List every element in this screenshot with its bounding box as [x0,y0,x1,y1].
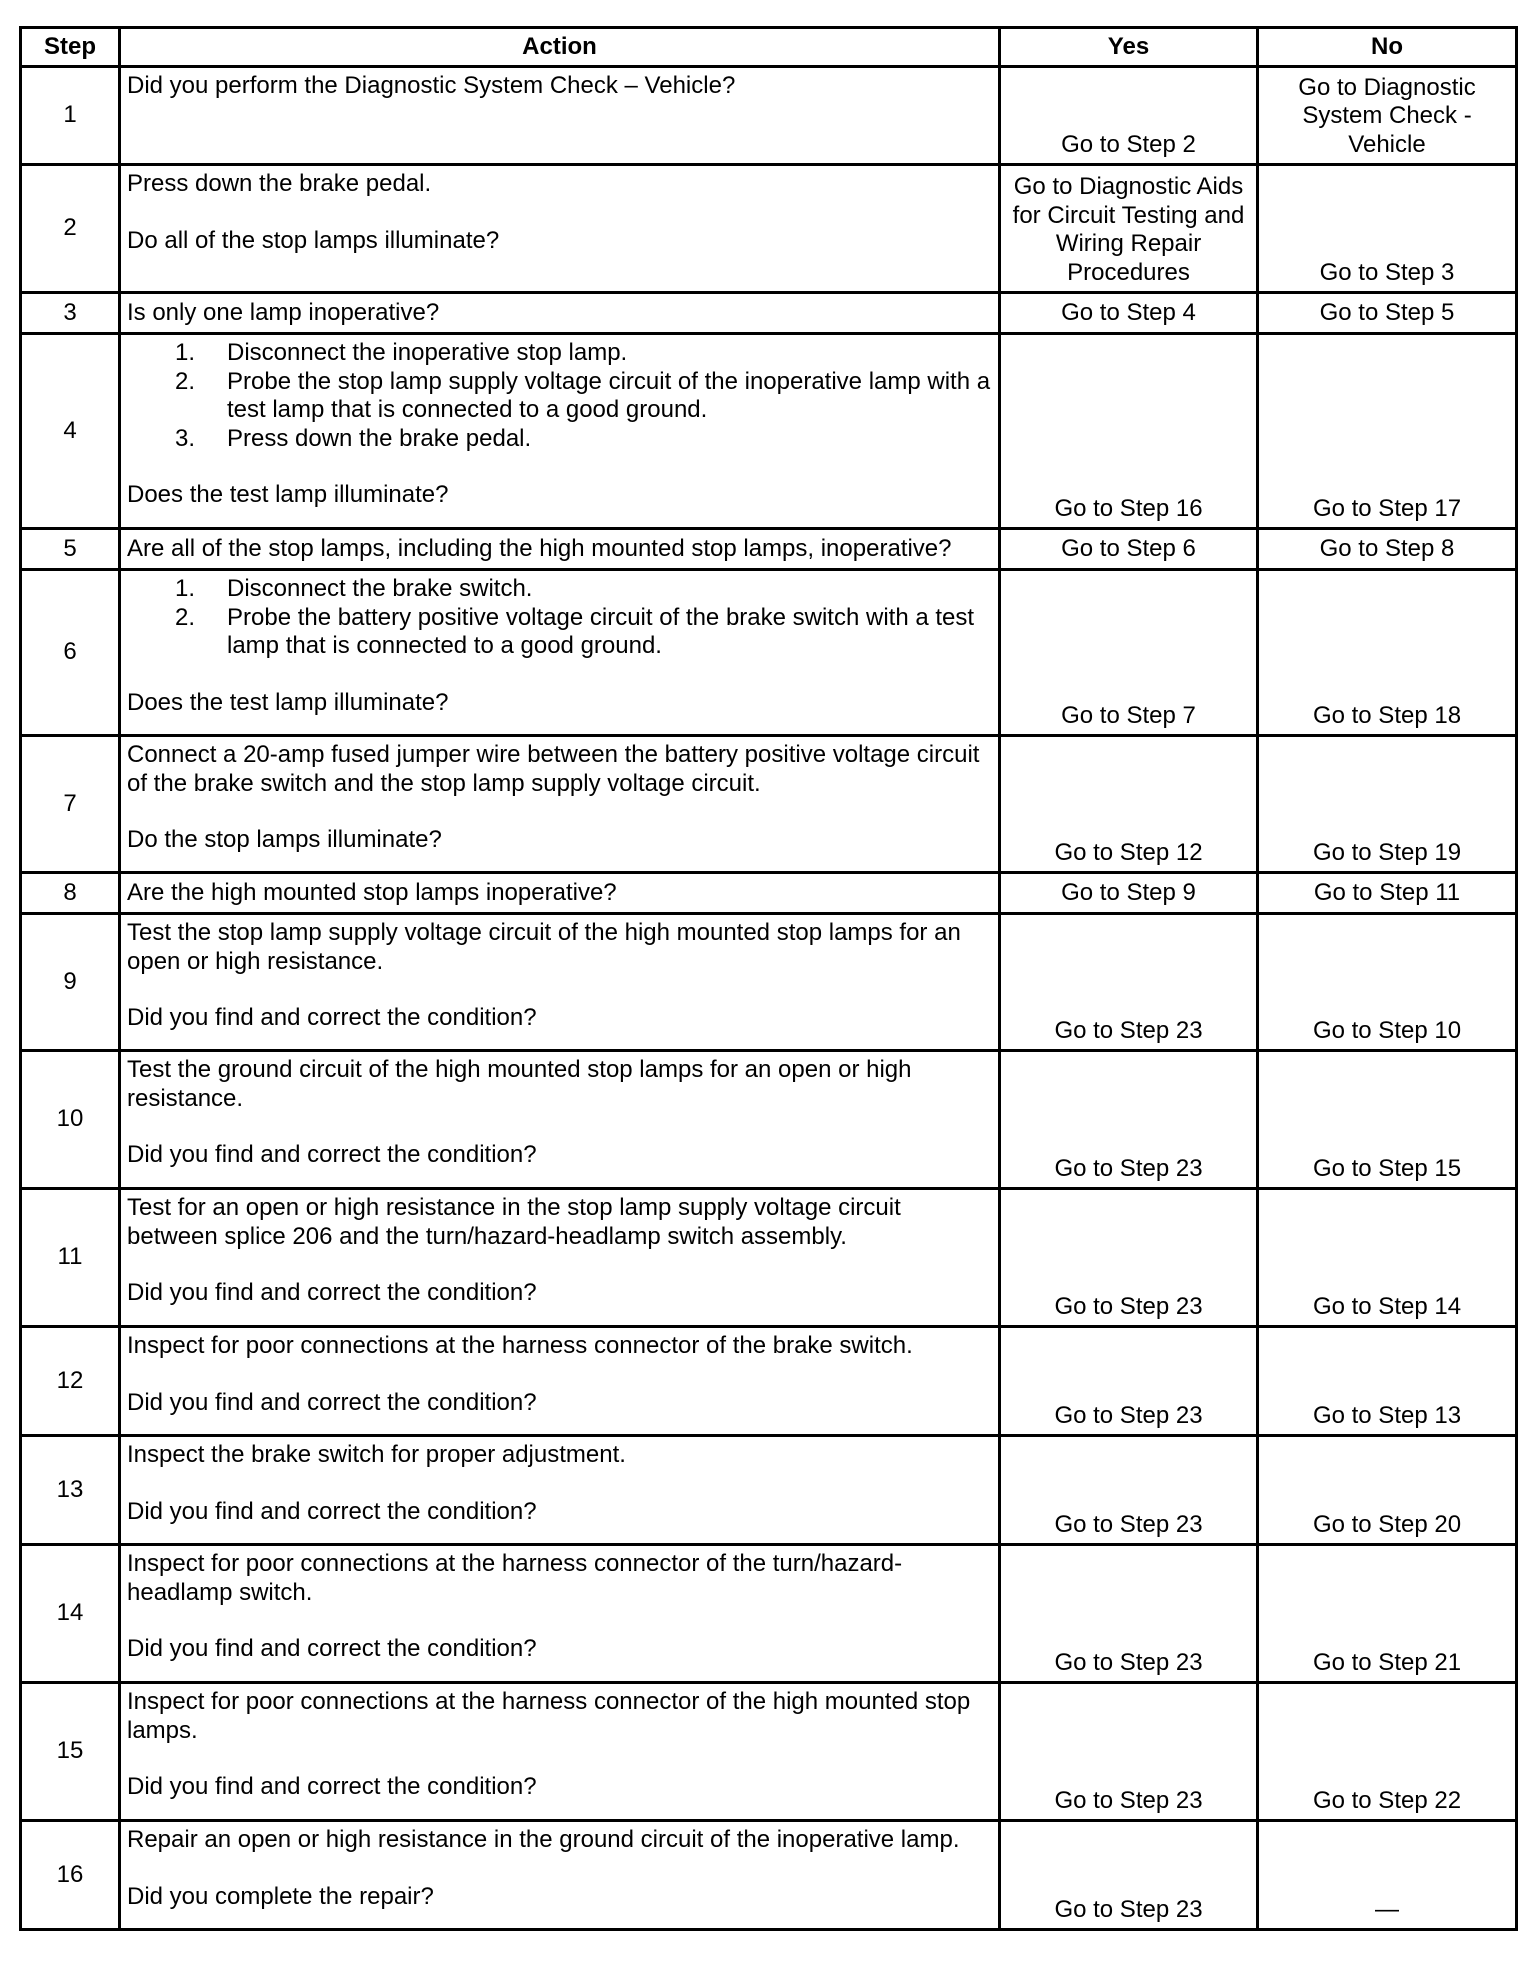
yes-cell: Go to Step 6 [1000,529,1258,570]
step-number: 14 [21,1545,120,1683]
step-number: 4 [21,334,120,529]
action-text: Connect a 20-amp fused jumper wire between the battery positive voltage circuit of the brake switch and the stop lamp supply voltage circuit. [127,741,980,797]
no-cell: Go to Step 11 [1258,873,1517,914]
action-question: Did you find and correct the condition? [127,1773,537,1800]
step-number: 3 [21,293,120,334]
step-number: 12 [21,1327,120,1436]
action-text: Are all of the stop lamps, including the high mounted stop lamps, inoperative? [127,534,952,562]
action-question: Did you find and correct the condition? [127,1279,537,1306]
no-cell: Go to Step 22 [1258,1683,1517,1821]
yes-cell: Go to Step 4 [1000,293,1258,334]
table-row [21,293,1517,334]
action-question: Does the test lamp illuminate? [127,688,449,716]
table-row [21,165,1517,293]
action-cell [120,529,1000,570]
action-cell [120,1545,1000,1683]
action-cell [120,67,1000,165]
no-cell: Go to Step 5 [1258,293,1517,334]
table-row [21,1189,1517,1327]
table-row [21,1436,1517,1545]
action-question: Does the test lamp illuminate? [127,481,449,508]
action-text: Test the stop lamp supply voltage circuit of the high mounted stop lamps for an open or high resistance. [127,919,961,975]
yes-cell: Go to Step 23 [1000,1327,1258,1436]
action-cell [120,1189,1000,1327]
no-cell: Go to Step 18 [1258,570,1517,736]
table-row [21,1051,1517,1189]
step-number: 1 [21,67,120,165]
step-number: 9 [21,914,120,1051]
action-question: Did you find and correct the condition? [127,1635,537,1662]
action-question: Do all of the stop lamps illuminate? [127,226,500,254]
diagnostic-table [19,26,1518,1931]
action-text: Inspect the brake switch for proper adjustment. [127,1441,626,1468]
header-step: Step [21,28,120,67]
step-number: 15 [21,1683,120,1821]
yes-cell: Go to Step 23 [1000,1436,1258,1545]
action-text: Are the high mounted stop lamps inoperative? [127,878,617,906]
action-question: Did you complete the repair? [127,1882,434,1910]
substep: 2. Probe the stop lamp supply voltage circuit of the inoperative lamp with a test lamp that is connected to a good ground. [175,367,991,423]
action-text: Press down the brake pedal. [127,170,432,197]
no-cell: Go to Step 19 [1258,736,1517,873]
action-cell [120,570,1000,736]
header-no: No [1258,28,1517,67]
action-cell [120,1436,1000,1545]
step-number: 10 [21,1051,120,1189]
header-yes: Yes [1000,28,1258,67]
action-question: Did you find and correct the condition? [127,1497,537,1525]
table-row [21,1683,1517,1821]
yes-cell: Go to Step 16 [1000,334,1258,529]
action-text: Is only one lamp inoperative? [127,298,440,326]
action-cell [120,1683,1000,1821]
yes-cell: Go to Step 9 [1000,873,1258,914]
action-question: Did you find and correct the condition? [127,1141,537,1168]
action-question: Did you find and correct the condition? [127,1388,537,1416]
action-cell [120,1051,1000,1189]
yes-cell: Go to Step 23 [1000,1545,1258,1683]
no-cell: Go to Step 14 [1258,1189,1517,1327]
yes-cell: Go to Step 23 [1000,1189,1258,1327]
table-row [21,334,1517,529]
step-number: 5 [21,529,120,570]
yes-cell: Go to Step 23 [1000,1821,1258,1930]
table-row [21,1821,1517,1930]
table-row [21,914,1517,1051]
yes-cell: Go to Step 23 [1000,1051,1258,1189]
no-cell: Go to Step 20 [1258,1436,1517,1545]
table-row [21,529,1517,570]
yes-cell: Go to Diagnostic Aids for Circuit Testing and Wiring Repair Procedures [1000,165,1258,293]
table-row [21,873,1517,914]
no-cell: Go to Diagnostic System Check - Vehicle [1258,67,1517,165]
step-number: 8 [21,873,120,914]
action-text: Inspect for poor connections at the harness connector of the brake switch. [127,1332,913,1359]
action-cell [120,914,1000,1051]
action-text: Inspect for poor connections at the harness connector of the high mounted stop lamps. [127,1688,971,1744]
no-cell: Go to Step 8 [1258,529,1517,570]
no-cell: Go to Step 13 [1258,1327,1517,1436]
step-number: 6 [21,570,120,736]
step-number: 2 [21,165,120,293]
action-cell [120,293,1000,334]
substep-list [127,339,992,453]
header-row [21,28,1517,67]
yes-cell: Go to Step 23 [1000,1683,1258,1821]
no-cell: Go to Step 10 [1258,914,1517,1051]
yes-cell: Go to Step 2 [1000,67,1258,165]
table-row [21,570,1517,736]
action-cell [120,873,1000,914]
step-number: 13 [21,1436,120,1545]
action-cell [120,1327,1000,1436]
table-row [21,1545,1517,1683]
action-cell [120,165,1000,293]
yes-cell: Go to Step 7 [1000,570,1258,736]
action-text: Repair an open or high resistance in the ground circuit of the inoperative lamp. [127,1826,960,1853]
substep: 1. Disconnect the inoperative stop lamp. [175,339,628,366]
step-number: 11 [21,1189,120,1327]
action-text: Test for an open or high resistance in the stop lamp supply voltage circuit between splice 206 and the turn/hazard-headlamp switch assembly. [127,1194,901,1250]
substep: 1. Disconnect the brake switch. [175,575,533,602]
yes-cell: Go to Step 23 [1000,914,1258,1051]
action-question: Do the stop lamps illuminate? [127,826,442,853]
step-number: 16 [21,1821,120,1930]
substep: 2. Probe the battery positive voltage circuit of the brake switch with a test lamp that is connected to a good ground. [175,603,975,659]
substep: 3. Press down the brake pedal. [175,424,532,452]
substep-list [127,575,992,661]
action-cell [120,736,1000,873]
step-number: 7 [21,736,120,873]
action-text: Test the ground circuit of the high mounted stop lamps for an open or high resistance. [127,1056,912,1112]
action-cell [120,334,1000,529]
action-cell [120,1821,1000,1930]
no-cell: Go to Step 21 [1258,1545,1517,1683]
action-text: Inspect for poor connections at the harness connector of the turn/hazard-headlamp switch. [127,1550,903,1606]
no-cell: Go to Step 15 [1258,1051,1517,1189]
action-text: Did you perform the Diagnostic System Check – Vehicle? [127,72,736,99]
no-cell: Go to Step 17 [1258,334,1517,529]
no-cell: Go to Step 3 [1258,165,1517,293]
header-action: Action [120,28,1000,67]
yes-cell: Go to Step 12 [1000,736,1258,873]
table-row [21,736,1517,873]
no-cell: — [1258,1821,1517,1930]
table-row [21,67,1517,165]
table-row [21,1327,1517,1436]
action-question: Did you find and correct the condition? [127,1004,537,1031]
